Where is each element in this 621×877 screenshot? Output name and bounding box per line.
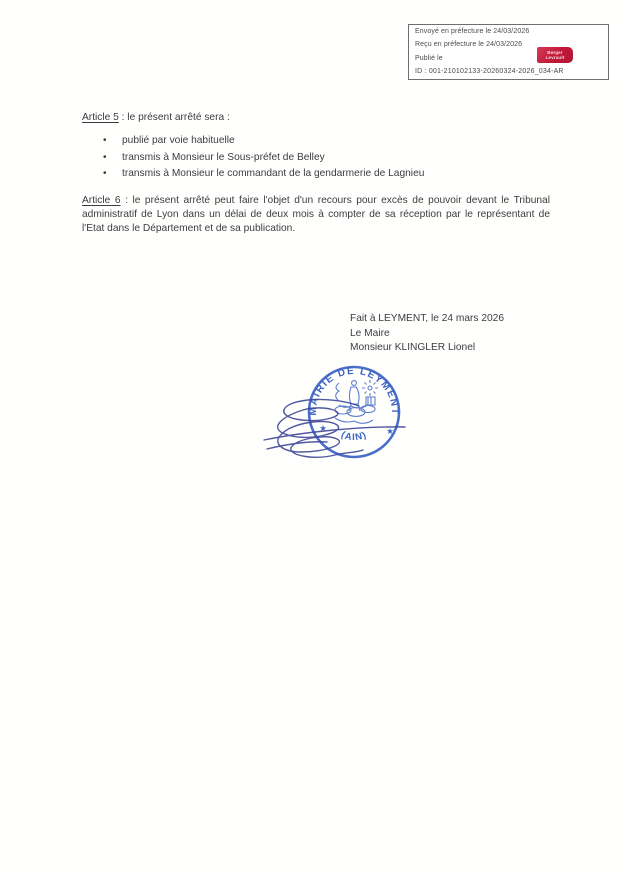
berger-levrault-logo-icon (537, 47, 573, 63)
stamp-id-line: ID : 001-210102133-20260324-2026_034-AR (415, 67, 564, 75)
seal-arc-text: MAIRIE DE LEYMENT (307, 365, 401, 416)
article-5-bullet-list (82, 133, 552, 183)
mayor-signature-icon (261, 393, 409, 471)
badge-line-1: Berger (547, 49, 563, 55)
signature-name: Monsieur KLINGLER Lionel (350, 342, 476, 354)
prefecture-stamp-box (408, 24, 609, 80)
seal-star-right-icon: ★ (386, 426, 394, 436)
stamp-sent-line: Envoyé en préfecture le 24/03/2026 (415, 28, 530, 35)
seal-bottom-text: (AIN) (339, 429, 369, 444)
bullet-item: • transmis à Monsieur le commandant de la gendarmerie de Lagnieu (82, 166, 552, 183)
stamp-published-line: Publié le (415, 54, 443, 62)
article-6-paragraph (82, 194, 550, 237)
signature-title: Le Maire (350, 327, 390, 339)
article-6-body: : le présent arrêté peut faire l'objet d'un recours pour excès de pouvoir devant le Tribunal administratif de Lyon dans un délai de deux mois à compter de sa réception par le représentant de l'Etat dans le Département et de sa publication. (82, 195, 550, 235)
article-5-section (82, 111, 552, 183)
stamp-received-line: Reçu en préfecture le 24/03/2026 (415, 41, 523, 49)
badge-line-2: Levrault (545, 55, 565, 60)
article-6-label: Article 6 (82, 195, 121, 206)
article-5-heading (82, 111, 552, 125)
bullet-item: • transmis à Monsieur le Sous-préfet de Belley (82, 150, 552, 167)
signature-place-date: Fait à LEYMENT, le 24 mars 2026 (350, 313, 505, 324)
bullet-item: • publié par voie habituelle (82, 133, 552, 150)
article-5-intro: : le présent arrêté sera : (118, 112, 230, 123)
seal-star-left-icon: ★ (319, 423, 327, 433)
article-5-label: Article 5 (82, 112, 119, 123)
